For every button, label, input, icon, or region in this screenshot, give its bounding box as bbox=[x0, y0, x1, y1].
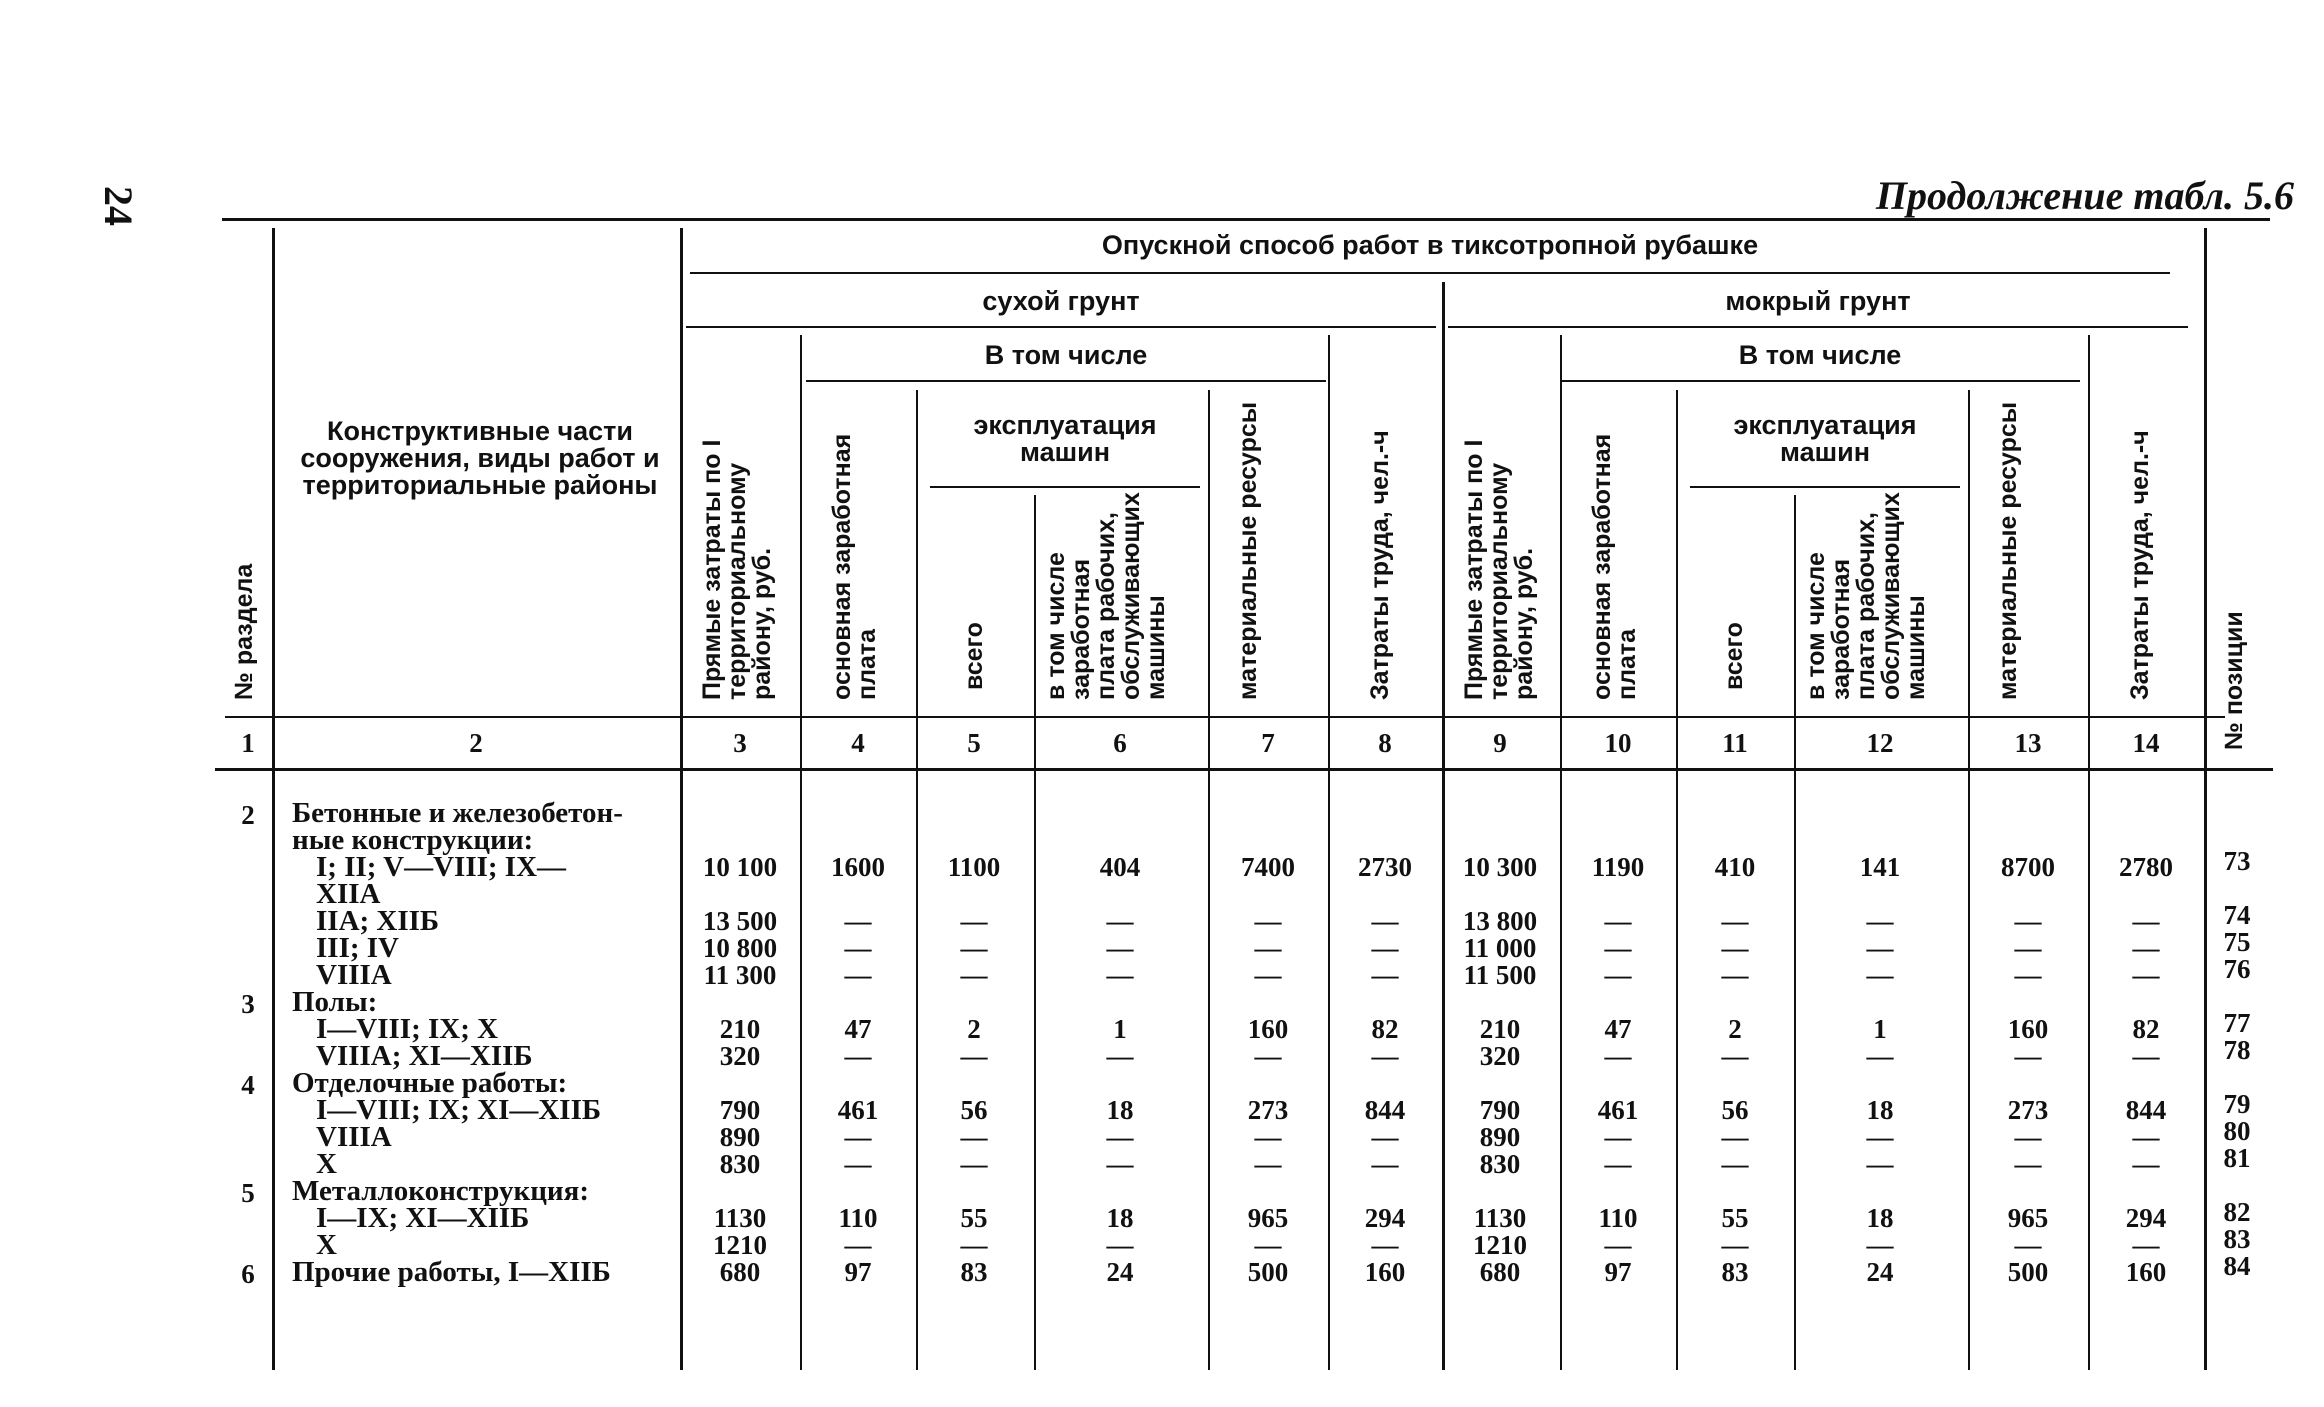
table-cell: — bbox=[1721, 1122, 1749, 1152]
table-cell: 320 bbox=[719, 1041, 761, 1071]
column-number: 5 bbox=[967, 728, 981, 758]
table-cell: 890 bbox=[719, 1122, 761, 1152]
table-row bbox=[0, 927, 2324, 964]
table-cell: 1100 bbox=[947, 852, 1001, 882]
table-cell: 11 000 bbox=[1463, 933, 1537, 963]
col-total-dry: всего bbox=[960, 622, 988, 690]
group-title: Опускной способ работ в тиксотропной рубашке bbox=[1101, 230, 1759, 260]
row-description: Металлоконструкция: bbox=[292, 1175, 589, 1207]
row-description: VIIIA; XI—XIIБ bbox=[316, 1040, 533, 1072]
table-cell: — bbox=[1866, 1122, 1894, 1152]
row-description: X bbox=[316, 1229, 337, 1261]
table-cell: 965 bbox=[2007, 1203, 2049, 1233]
row-description: I—VIII; IX; X bbox=[316, 1013, 499, 1045]
row-description: VIIIA bbox=[316, 959, 392, 991]
table-row bbox=[0, 954, 2324, 991]
table-cell: 82 bbox=[2132, 1014, 2160, 1044]
table-cell: — bbox=[2014, 1230, 2042, 1260]
table-cell: — bbox=[1721, 906, 1749, 936]
table-cell: — bbox=[1106, 960, 1134, 990]
row-description: ные конструкции: bbox=[292, 824, 534, 856]
wet-incl-underline bbox=[1560, 380, 2080, 382]
table-cell: 10 300 bbox=[1462, 852, 1538, 882]
table-cell: 1 bbox=[1873, 1014, 1887, 1044]
table-row bbox=[0, 797, 2324, 830]
table-cell: — bbox=[1604, 1122, 1632, 1152]
table-cell: 110 bbox=[838, 1203, 878, 1233]
table-cell: — bbox=[844, 1041, 872, 1071]
row-description: X bbox=[316, 1148, 337, 1180]
table-cell: — bbox=[1254, 933, 1282, 963]
wet-soil-header: мокрый грунт bbox=[1725, 286, 1911, 316]
column-number: 10 bbox=[1604, 728, 1632, 758]
table-cell: 830 bbox=[719, 1149, 761, 1179]
table-cell: — bbox=[1866, 906, 1894, 936]
table-row bbox=[0, 878, 2324, 910]
row-description: I; II; V—VIII; IX— bbox=[316, 851, 567, 883]
table-cell: — bbox=[1604, 960, 1632, 990]
table-cell: — bbox=[844, 1149, 872, 1179]
table-cell: 294 bbox=[2125, 1203, 2167, 1233]
column-number: 11 bbox=[1722, 728, 1748, 758]
col-section-header: № раздела bbox=[230, 563, 258, 700]
table-cell: 160 bbox=[1247, 1014, 1289, 1044]
position-number: 82 bbox=[2223, 1197, 2251, 1227]
table-cell: — bbox=[2132, 1149, 2160, 1179]
table-row bbox=[0, 1067, 2324, 1100]
table-row bbox=[0, 1224, 2324, 1261]
description-header: Конструктивные части сооружения, виды работ и территориальные районы bbox=[300, 416, 660, 500]
table-cell: — bbox=[1254, 1122, 1282, 1152]
table-cell: 890 bbox=[1479, 1122, 1521, 1152]
table-cell: — bbox=[2014, 960, 2042, 990]
table-cell: — bbox=[1371, 1041, 1399, 1071]
table-cell: 47 bbox=[1604, 1014, 1632, 1044]
table-cell: — bbox=[960, 1149, 988, 1179]
col-materials-wet: материальные ресурсы bbox=[1994, 401, 2022, 700]
table-row bbox=[0, 1008, 2324, 1045]
table-cell: 2780 bbox=[2119, 852, 2173, 882]
table-row bbox=[0, 900, 2324, 937]
table-cell: — bbox=[960, 1122, 988, 1152]
table-cell: — bbox=[1106, 1122, 1134, 1152]
table-cell: 24 bbox=[1106, 1257, 1134, 1287]
table-cell: 461 bbox=[1597, 1095, 1639, 1125]
table-cell: — bbox=[844, 933, 872, 963]
table-cell: — bbox=[1371, 933, 1399, 963]
table-cell: 404 bbox=[1099, 852, 1141, 882]
table-cell: 844 bbox=[2125, 1095, 2167, 1125]
column-number: 3 bbox=[733, 728, 747, 758]
table-cell: — bbox=[2132, 906, 2160, 936]
table-cell: — bbox=[1371, 960, 1399, 990]
position-number: 74 bbox=[2223, 900, 2251, 930]
table-cell: 210 bbox=[1479, 1014, 1521, 1044]
table-row bbox=[0, 1197, 2324, 1234]
table-cell: 1190 bbox=[1591, 852, 1645, 882]
column-number: 9 bbox=[1493, 728, 1507, 758]
wet-machines-underline bbox=[1690, 486, 1960, 488]
dry-machines-underline bbox=[930, 486, 1200, 488]
dry-incl-header: В том числе bbox=[984, 340, 1148, 370]
table-cell: — bbox=[1254, 1149, 1282, 1179]
table-row bbox=[0, 1251, 2324, 1289]
header-bottom-rule bbox=[215, 768, 2273, 771]
section-number: 3 bbox=[241, 989, 255, 1019]
table-cell: — bbox=[2132, 1122, 2160, 1152]
table-cell: — bbox=[2014, 1122, 2042, 1152]
column-number: 4 bbox=[851, 728, 865, 758]
table-cell: — bbox=[1106, 906, 1134, 936]
table-cell: 273 bbox=[1247, 1095, 1289, 1125]
position-number: 75 bbox=[2223, 927, 2251, 957]
section-number: 2 bbox=[241, 800, 255, 830]
col-direct-dry: Прямые затраты по I территориальному району, руб. bbox=[698, 439, 776, 700]
table-row bbox=[0, 1175, 2324, 1208]
row-description: IIA; XIIБ bbox=[316, 905, 440, 937]
table-cell: 680 bbox=[719, 1257, 761, 1287]
column-number: 13 bbox=[2014, 728, 2042, 758]
table-cell: 18 bbox=[1866, 1203, 1894, 1233]
table-cell: — bbox=[2014, 906, 2042, 936]
group-underline bbox=[690, 272, 2170, 274]
table-cell: 55 bbox=[960, 1203, 988, 1233]
table-cell: — bbox=[960, 933, 988, 963]
col-position-header: № позиции bbox=[2220, 611, 2248, 750]
dry-machines-header: эксплуатация машин bbox=[973, 410, 1157, 467]
table-row bbox=[0, 1116, 2324, 1153]
table-cell: — bbox=[1721, 1149, 1749, 1179]
table-cell: — bbox=[1371, 906, 1399, 936]
table-cell: — bbox=[1371, 1122, 1399, 1152]
position-number: 83 bbox=[2223, 1224, 2251, 1254]
table-cell: 790 bbox=[1479, 1095, 1521, 1125]
table-cell: — bbox=[960, 1041, 988, 1071]
table-cell: 13 500 bbox=[702, 906, 778, 936]
table-cell: 410 bbox=[1714, 852, 1756, 882]
row-description: XIIA bbox=[316, 878, 381, 910]
table-cell: 18 bbox=[1106, 1203, 1134, 1233]
col-materials-dry: материальные ресурсы bbox=[1234, 401, 1262, 700]
table-row bbox=[0, 1089, 2324, 1126]
table-row bbox=[0, 824, 2324, 856]
table-cell: — bbox=[1721, 1041, 1749, 1071]
section-number: 4 bbox=[241, 1070, 255, 1100]
table-cell: 97 bbox=[844, 1257, 872, 1287]
dry-underline bbox=[686, 326, 1436, 328]
dry-incl-underline bbox=[806, 380, 1326, 382]
position-number: 81 bbox=[2223, 1143, 2251, 1173]
table-cell: 320 bbox=[1479, 1041, 1521, 1071]
table-cell: 830 bbox=[1479, 1149, 1521, 1179]
col-wage-dry: основная заработная плата bbox=[828, 433, 881, 700]
table-cell: — bbox=[1106, 1041, 1134, 1071]
section-number: 6 bbox=[241, 1259, 255, 1289]
position-number: 80 bbox=[2223, 1116, 2251, 1146]
col-direct-wet: Прямые затраты по I территориальному району, руб. bbox=[1460, 439, 1538, 700]
table-cell: 47 bbox=[844, 1014, 872, 1044]
table-cell: — bbox=[1254, 1230, 1282, 1260]
table-cell: 500 bbox=[1247, 1257, 1289, 1287]
column-number: 1 bbox=[241, 728, 255, 758]
colnum-line bbox=[225, 716, 2225, 718]
table-row bbox=[0, 1143, 2324, 1180]
wet-underline bbox=[1448, 326, 2188, 328]
col-machine-wage-wet: в том числе заработная плата рабочих, обслуживающих машины bbox=[1802, 492, 1930, 700]
table-cell: 2 bbox=[1728, 1014, 1742, 1044]
table-cell: — bbox=[844, 1122, 872, 1152]
table-cell: 1210 bbox=[713, 1230, 767, 1260]
table-cell: — bbox=[844, 1230, 872, 1260]
table-cell: 10 800 bbox=[702, 933, 778, 963]
dry-soil-header: сухой грунт bbox=[982, 286, 1140, 316]
table-row bbox=[0, 1035, 2324, 1072]
table-cell: — bbox=[1866, 1230, 1894, 1260]
column-number: 12 bbox=[1866, 728, 1894, 758]
column-number: 2 bbox=[469, 728, 483, 758]
table-cell: 11 500 bbox=[1463, 960, 1537, 990]
table-cell: — bbox=[960, 960, 988, 990]
table-cell: — bbox=[1604, 933, 1632, 963]
table-row bbox=[0, 846, 2324, 883]
row-description: I—IX; XI—XIIБ bbox=[316, 1202, 530, 1234]
col-total-wet: всего bbox=[1720, 622, 1748, 690]
table-cell: — bbox=[1254, 960, 1282, 990]
table-cell: — bbox=[1106, 933, 1134, 963]
table-cell: — bbox=[1604, 906, 1632, 936]
table-cell: 18 bbox=[1106, 1095, 1134, 1125]
table-cell: — bbox=[1721, 960, 1749, 990]
table-cell: 10 100 bbox=[702, 852, 778, 882]
table-cell: — bbox=[1604, 1149, 1632, 1179]
page-number: 24 bbox=[96, 186, 141, 226]
table-cell: 55 bbox=[1721, 1203, 1749, 1233]
table-cell: — bbox=[960, 1230, 988, 1260]
table-cell: 1130 bbox=[1473, 1203, 1527, 1233]
col-labor-wet: Затраты труда, чел.-ч bbox=[2126, 430, 2154, 700]
table-cell: 110 bbox=[1598, 1203, 1638, 1233]
section-number: 5 bbox=[241, 1178, 255, 1208]
table-row bbox=[0, 986, 2324, 1019]
table-cell: 965 bbox=[1247, 1203, 1289, 1233]
table-cell: — bbox=[1866, 1041, 1894, 1071]
table-cell: — bbox=[960, 906, 988, 936]
position-number: 84 bbox=[2223, 1251, 2251, 1281]
column-number: 14 bbox=[2132, 728, 2160, 758]
position-number: 79 bbox=[2223, 1089, 2251, 1119]
position-number: 77 bbox=[2223, 1008, 2251, 1038]
table-cell: 1 bbox=[1113, 1014, 1127, 1044]
table-cell: 13 800 bbox=[1462, 906, 1538, 936]
table-cell: 160 bbox=[1364, 1257, 1406, 1287]
col-machine-wage-dry: в том числе заработная плата рабочих, обслуживающих машины bbox=[1042, 492, 1170, 700]
table-cell: 18 bbox=[1866, 1095, 1894, 1125]
column-number: 6 bbox=[1113, 728, 1127, 758]
table-cell: 2 bbox=[967, 1014, 981, 1044]
table-cell: — bbox=[1721, 1230, 1749, 1260]
table-cell: 1130 bbox=[713, 1203, 767, 1233]
table-cell: — bbox=[2132, 1230, 2160, 1260]
table-cell: — bbox=[1866, 960, 1894, 990]
table-cell: — bbox=[2132, 960, 2160, 990]
table-cell: 24 bbox=[1866, 1257, 1894, 1287]
table-cell: 273 bbox=[2007, 1095, 2049, 1125]
table-cell: 790 bbox=[719, 1095, 761, 1125]
column-number: 8 bbox=[1378, 728, 1392, 758]
top-rule bbox=[222, 218, 2270, 221]
table-cell: — bbox=[1721, 933, 1749, 963]
table-cell: — bbox=[2014, 1041, 2042, 1071]
wet-machines-header: эксплуатация машин bbox=[1733, 410, 1917, 467]
position-number: 76 bbox=[2223, 954, 2251, 984]
table-cell: 160 bbox=[2125, 1257, 2167, 1287]
table-cell: — bbox=[1254, 906, 1282, 936]
table-cell: — bbox=[844, 906, 872, 936]
table-cell: 160 bbox=[2007, 1014, 2049, 1044]
table-cell: — bbox=[2014, 933, 2042, 963]
table-cell: — bbox=[2132, 1041, 2160, 1071]
table-cell: — bbox=[1604, 1230, 1632, 1260]
table-cell: 83 bbox=[960, 1257, 988, 1287]
table-cell: 461 bbox=[837, 1095, 879, 1125]
table-cell: 83 bbox=[1721, 1257, 1749, 1287]
row-description: VIIIA bbox=[316, 1121, 392, 1153]
table-cell: — bbox=[1254, 1041, 1282, 1071]
table-cell: 844 bbox=[1364, 1095, 1406, 1125]
row-description: Прочие работы, I—XIIБ bbox=[292, 1256, 611, 1288]
table-cell: 294 bbox=[1364, 1203, 1406, 1233]
table-cell: — bbox=[1371, 1149, 1399, 1179]
table-cell: — bbox=[844, 960, 872, 990]
table-cell: 82 bbox=[1371, 1014, 1399, 1044]
table-cell: 56 bbox=[1721, 1095, 1749, 1125]
position-number: 78 bbox=[2223, 1035, 2251, 1065]
continuation-title: Продолжение табл. 5.6 bbox=[1875, 173, 2294, 218]
table-cell: 56 bbox=[960, 1095, 988, 1125]
table-cell: — bbox=[1866, 1149, 1894, 1179]
table-cell: 7400 bbox=[1241, 852, 1295, 882]
table-cell: 1210 bbox=[1473, 1230, 1527, 1260]
table-cell: 2730 bbox=[1358, 852, 1412, 882]
col-labor-dry: Затраты труда, чел.-ч bbox=[1366, 430, 1394, 700]
position-number: 73 bbox=[2223, 846, 2251, 876]
table-cell: 210 bbox=[719, 1014, 761, 1044]
table-cell: — bbox=[1106, 1230, 1134, 1260]
wet-incl-header: В том числе bbox=[1738, 340, 1902, 370]
column-number-row bbox=[0, 728, 2324, 762]
row-description: Отделочные работы: bbox=[292, 1067, 568, 1099]
row-description: Бетонные и железобетон- bbox=[292, 797, 623, 829]
table-cell: — bbox=[1604, 1041, 1632, 1071]
row-description: Полы: bbox=[292, 986, 378, 1018]
table-cell: 680 bbox=[1479, 1257, 1521, 1287]
table-cell: 500 bbox=[2007, 1257, 2049, 1287]
table-cell: — bbox=[2014, 1149, 2042, 1179]
row-description: I—VIII; IX; XI—XIIБ bbox=[316, 1094, 602, 1126]
table-cell: — bbox=[1106, 1149, 1134, 1179]
row-description: III; IV bbox=[316, 932, 399, 964]
table-cell: 141 bbox=[1859, 852, 1901, 882]
table-cell: — bbox=[1371, 1230, 1399, 1260]
table-cell: 1600 bbox=[831, 852, 885, 882]
table-cell: 97 bbox=[1604, 1257, 1632, 1287]
column-number: 7 bbox=[1261, 728, 1275, 758]
col-wage-wet: основная заработная плата bbox=[1588, 433, 1641, 700]
table-cell: 8700 bbox=[2001, 852, 2055, 882]
table-cell: 11 300 bbox=[703, 960, 777, 990]
table-cell: — bbox=[1866, 933, 1894, 963]
table-body bbox=[0, 797, 2324, 1320]
table-cell: — bbox=[2132, 933, 2160, 963]
